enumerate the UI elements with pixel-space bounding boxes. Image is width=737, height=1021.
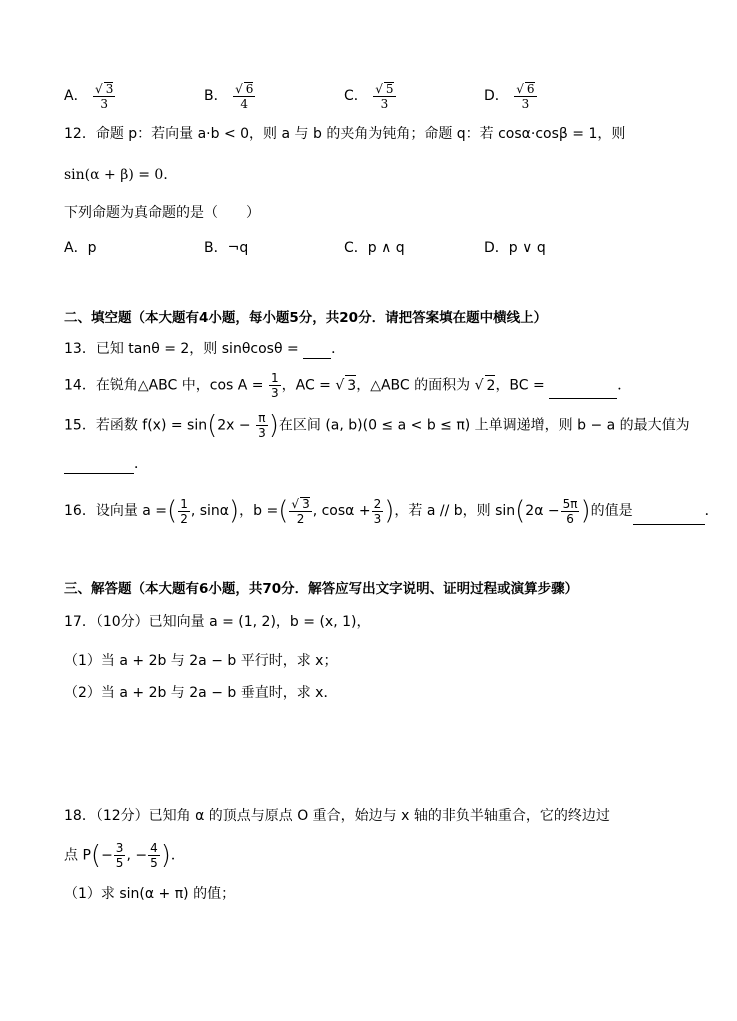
q16-sin-fraction xyxy=(561,498,580,525)
q16-a-frac-denominator: 2 xyxy=(180,511,188,526)
q11-option-c-label: C． xyxy=(344,88,368,104)
q11-option-b-fraction: $\frac{√ 6}{4}$ xyxy=(235,82,254,111)
q12-option-c: C．p ∧ q xyxy=(344,240,405,256)
q18-point-label: 点 P xyxy=(64,847,91,864)
q15-inner: 2x − xyxy=(217,417,251,434)
q13-text: 13．已知 tanθ = 2，则 sinθcosθ = xyxy=(64,341,299,357)
q11-option-b-label: B． xyxy=(204,88,228,104)
q14-frac-denominator: 3 xyxy=(270,386,279,400)
q16-a-fraction xyxy=(178,498,190,525)
q16-a-tail: , sinα xyxy=(190,503,230,519)
q15-text-post: 在区间 (a, b)(0 ≤ a < b ≤ π) 上单调递增，则 b − a 的最大值为 xyxy=(278,417,690,434)
q16-b-mid: , cosα + xyxy=(312,503,371,519)
q13-line xyxy=(64,339,345,359)
q16-post: ，若 a // b，则 sin xyxy=(394,503,516,519)
q11-option-a-label: A． xyxy=(64,88,88,104)
q11-option-d-fraction: $\frac{√ 6}{3}$ xyxy=(516,82,535,111)
q11-option-c-fraction: $\frac{√ 5}{3}$ xyxy=(375,82,394,111)
q11-d-denominator: 3 xyxy=(521,97,530,111)
q14-sqrt-2: 2 xyxy=(485,375,496,396)
q11-d-radicand: 6 xyxy=(526,82,535,96)
q15-frac-numerator: π xyxy=(256,412,268,426)
q18-y-denominator: 5 xyxy=(150,856,158,870)
section-3-header: 三、解答题（本大题有6小题，共70分．解答应写出文字说明、证明过程或演算步骤） xyxy=(64,581,579,597)
q16-line: 16．设向量 a =( $\frac{1}{2}$ , sinα)，b =( $\frac{√ 3}{2}$ , cosα + $\frac{2}{3}$ )，若 a // b，则 sin(2α − $\frac{5\pi}{6}$ )的值是 ． xyxy=(64,496,719,526)
section-2-header: 二、填空题（本大题有4小题，每小题5分，共20分．请把答案填在题中横线上） xyxy=(64,310,548,326)
q16-b-fraction-2 xyxy=(372,498,384,525)
q18-line-1: 18．（12分）已知角 α 的顶点与原点 O 重合，始边与 x 轴的非负半轴重合，它的终边过 xyxy=(64,808,610,824)
q15-line-1: 15．若函数 f(x) = sin(2x − $\frac{\pi}{3}$ )在区间 (a, b)(0 ≤ a < b ≤ π) 上单调递增，则 b − a 的最大值为 xyxy=(64,410,690,441)
q14-sqrt-3: 3 xyxy=(345,375,356,396)
q11-a-radicand: 3 xyxy=(105,82,114,96)
q18-x-numerator: 3 xyxy=(115,841,124,855)
q12-stem-line-2: sin(α + β) = 0． xyxy=(64,167,178,183)
q11-b-denominator: 4 xyxy=(240,97,249,111)
q12-option-d: D．p ∨ q xyxy=(484,240,546,256)
q14-text-post: ，BC = xyxy=(495,377,545,394)
q14-text-mid: ，AC = xyxy=(281,377,331,394)
q11-option-a-fraction: $\frac{√ 3}{3}$ xyxy=(95,82,114,111)
q16-sin-inner: 2α − xyxy=(525,503,560,519)
q18-x-denominator: 5 xyxy=(115,856,124,870)
q14-end: ． xyxy=(617,377,632,394)
q11-option-a xyxy=(64,82,116,110)
q16-answer-blank[interactable] xyxy=(633,510,705,525)
q18-x-fraction xyxy=(114,842,126,869)
q16-end: 的值是 xyxy=(590,503,633,519)
q14-text-mid2: ，△ABC 的面积为 xyxy=(356,377,471,394)
q12-option-a: A．p xyxy=(64,240,97,256)
q17-part-2: （2）当 a + 2b 与 2a − b 垂直时，求 x． xyxy=(64,685,338,701)
q16-end2: ． xyxy=(704,503,719,519)
q17-line-1: 17．（10分）已知向量 a = (1, 2)，b = (x, 1)， xyxy=(64,614,371,630)
q15-pi-fraction xyxy=(256,412,268,439)
q16-sin-frac-numerator: 5π xyxy=(562,496,578,511)
q14-answer-blank[interactable] xyxy=(549,384,617,399)
q12-option-b: B．¬q xyxy=(204,240,249,256)
q11-c-denominator: 3 xyxy=(380,97,389,111)
q11-c-radicand: 5 xyxy=(385,82,394,96)
q18-y-numerator: 4 xyxy=(150,841,158,855)
q12-stem-line-1: 12．命题 p：若向量 a·b < 0，则 a 与 b 的夹角为钝角；命题 q：若 cosα·cosβ = 1，则 xyxy=(64,126,626,142)
q16-sin-frac-denominator: 6 xyxy=(566,511,574,526)
q16-mid: ，b = xyxy=(239,503,279,519)
q11-a-denominator: 3 xyxy=(100,97,108,111)
q15-line-2 xyxy=(64,454,148,474)
q16-a-frac-numerator: 1 xyxy=(180,496,188,511)
q14-cos-fraction xyxy=(269,372,281,399)
q11-option-d xyxy=(484,82,538,110)
q11-b-radicand: 6 xyxy=(245,82,254,96)
q14-line: 14．在锐角△ABC 中，cos A = $\frac{1}{3}$ ，AC = √ 3，△ABC 的面积为 √ 2，BC = ． xyxy=(64,371,632,400)
q18-y-fraction xyxy=(148,842,160,869)
q15-frac-denominator: 3 xyxy=(258,426,266,440)
q18-line-2-end: ． xyxy=(170,847,185,864)
q15-answer-blank[interactable] xyxy=(64,459,134,474)
q16-text-pre: 16．设向量 a = xyxy=(64,503,168,519)
q11-option-d-label: D． xyxy=(484,88,509,104)
q13-end: ． xyxy=(331,341,346,357)
q12-stem-line-3: 下列命题为真命题的是（ ） xyxy=(64,205,260,221)
q18-line-2: 点 P(− $\frac{3}{5}$ , − $\frac{4}{5}$ )． xyxy=(64,840,185,871)
q15-end: ． xyxy=(134,456,148,472)
q13-answer-blank[interactable] xyxy=(303,344,331,359)
q16-b-radicand: 3 xyxy=(302,497,310,511)
q16-b-frac2-denominator: 3 xyxy=(373,511,382,526)
q11-option-b xyxy=(204,82,256,110)
q14-frac-numerator: 1 xyxy=(270,371,279,385)
q15-text-pre: 15．若函数 f(x) = sin xyxy=(64,417,208,434)
q14-text-pre: 14．在锐角△ABC 中，cos A = xyxy=(64,377,264,394)
q11-option-c xyxy=(344,82,397,110)
q16-b-frac2-numerator: 2 xyxy=(373,496,382,511)
q16-b-frac-denominator: 2 xyxy=(296,512,305,526)
q16-b-fraction: $\frac{√ 3}{2}$ xyxy=(291,497,310,526)
q18-part-1: （1）求 sin(α + π) 的值； xyxy=(64,886,236,902)
q17-part-1: （1）当 a + 2b 与 2a − b 平行时，求 x； xyxy=(64,653,338,669)
